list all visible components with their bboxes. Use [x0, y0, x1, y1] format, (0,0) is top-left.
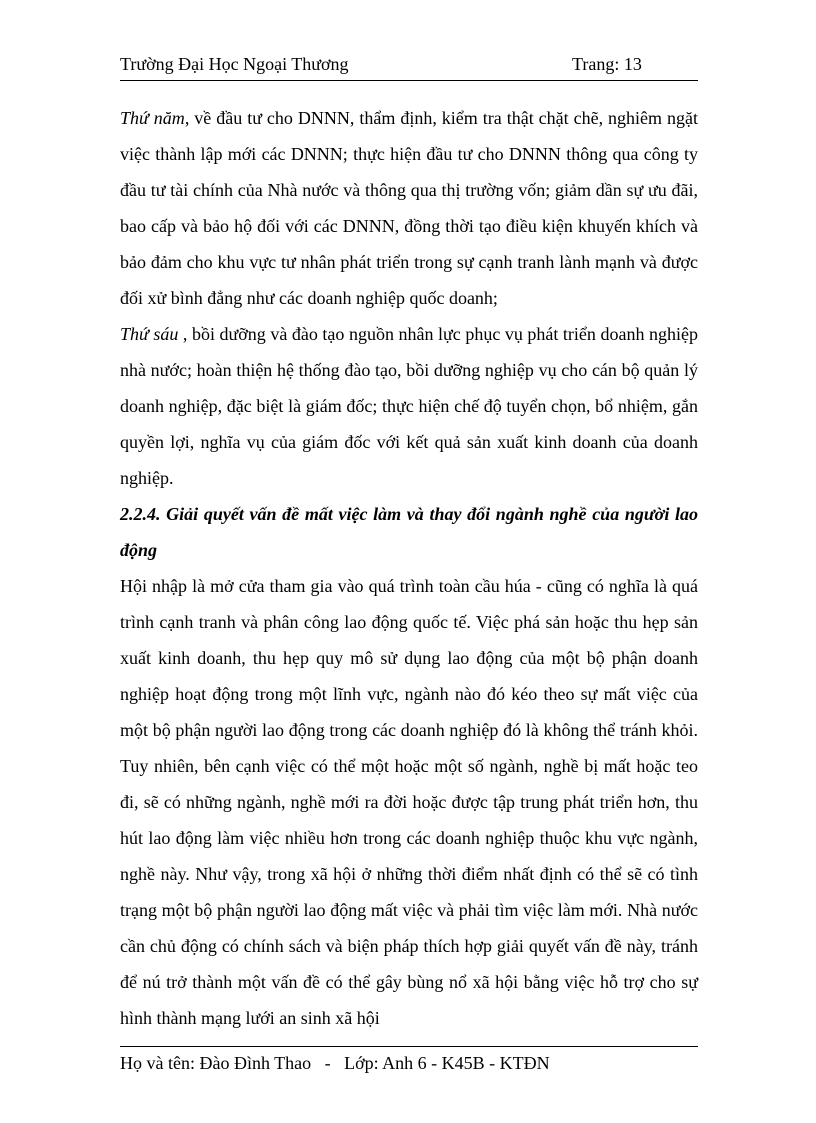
paragraph-lead: Thứ năm [120, 108, 185, 128]
paragraph-text: , bồi dưỡng và đào tạo nguồn nhân lực phục vụ phát triển doanh nghiệp nhà nước; hoàn thiện hệ thống đào tạo, bồi dưỡng nghiệp vụ cho cán bộ quản lý doanh nghiệp, đặc biệt là giám đốc; thực hiện chế độ tuyển chọn, bổ nhiệm, gắn quyền lợi, nghĩa vụ của giám đốc với kết quả sản xuất kinh doanh của doanh nghiệp. [120, 324, 698, 488]
paragraph-lead: Thứ sáu [120, 324, 179, 344]
paragraph-text: , về đầu tư cho DNNN, thẩm định, kiểm tra thật chặt chẽ, nghiêm ngặt việc thành lập mới các DNNN; thực hiện đầu tư cho DNNN thông qua công ty đầu tư tài chính của Nhà nước và thông qua thị trường vốn; giảm dần sự ưu đãi, bao cấp và bảo hộ đối với các DNNN, đồng thời tạo điều kiện khuyến khích và bảo đảm cho khu vực tư nhân phát triển trong sự cạnh tranh lành mạnh và được đối xử bình đẳng như các doanh nghiệp quốc doanh; [120, 108, 699, 308]
document-body [120, 100, 698, 1036]
paragraph-fifth [120, 100, 698, 316]
paragraph-integration: Hội nhập là mở cửa tham gia vào quá trình toàn cầu húa - cũng có nghĩa là quá trình cạnh tranh và phân công lao động quốc tế. Việc phá sản hoặc thu hẹp sản xuất kinh doanh, thu hẹp quy mô sử dụng lao động của một bộ phận doanh nghiệp hoạt động trong một lĩnh vực, ngành nào đó kéo theo sự mất việc của một bộ phận người lao động trong các doanh nghiệp đó là không thể tránh khỏi. Tuy nhiên, bên cạnh việc có thể một hoặc một số ngành, nghề bị mất hoặc teo đi, sẽ có những ngành, nghề mới ra đời hoặc được tập trung phát triển hơn, thu hút lao động làm việc nhiều hơn trong các doanh nghiệp thuộc khu vực ngành, nghề này. Như vậy, trong xã hội ở những thời điểm nhất định có thể sẽ có tình trạng một bộ phận người lao động mất việc và phải tìm việc làm mới. Nhà nước cần chủ động có chính sách và biện pháp thích hợp giải quyết vấn đề này, tránh để nú trở thành một vấn đề có thể gây bùng nổ xã hội bằng việc hỗ trợ cho sự hình thành mạng lưới an sinh xã hội [120, 576, 698, 1028]
page-footer: Họ và tên: Đào Đình Thao - Lớp: Anh 6 - K45B - KTĐN [120, 1046, 698, 1074]
section-heading: 2.2.4. Giải quyết vấn đề mất việc làm và thay đổi ngành nghề của người lao động [120, 504, 698, 560]
school-name: Trường Đại Học Ngoại Thương [120, 54, 349, 74]
page-header [120, 52, 698, 81]
page-number: Trang: 13 [572, 54, 642, 74]
paragraph-sixth [120, 316, 698, 496]
